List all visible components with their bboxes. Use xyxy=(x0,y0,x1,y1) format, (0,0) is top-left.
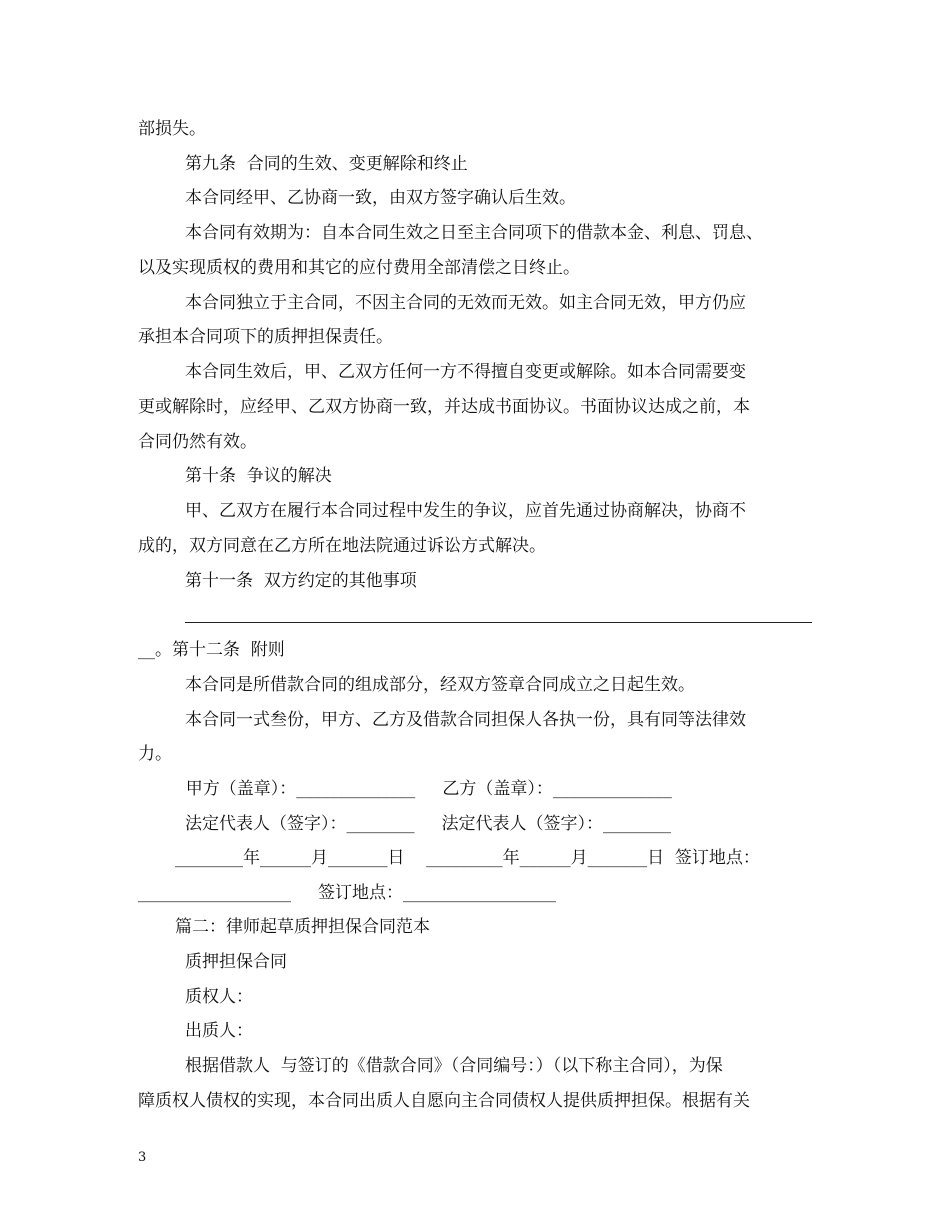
text-line: 障质权人债权的实现，本合同出质人自愿向主合同债权人提供质押担保。根据有关 xyxy=(138,1091,750,1111)
text-line: 本合同是所借款合同的组成部分，经双方签章合同成立之日起生效。 xyxy=(185,675,695,695)
section-title: 篇二：律师起草质押担保合同范本 xyxy=(175,917,430,937)
text-line: 根据借款人 与签订的《借款合同》（合同编号：）（以下称主合同），为保 xyxy=(185,1056,723,1076)
text-line: 更或解除时，应经甲、乙双方协商一致，并达成书面协议。书面协议达成之前，本 xyxy=(138,397,750,417)
section-heading: __。第十二条 附则 xyxy=(138,640,285,660)
text-line: 以及实现质权的费用和其它的应付费用全部清偿之日终止。 xyxy=(138,258,580,278)
text-line: 本合同经甲、乙协商一致，由双方签字确认后生效。 xyxy=(185,188,576,208)
blank-fill-line xyxy=(185,622,812,623)
text-line: 本合同有效期为：自本合同生效之日至主合同项下的借款本金、利息、罚息、 xyxy=(185,223,763,243)
signature-line-date: ________年______月_______日 _________年______月_______日 签订地点： xyxy=(175,848,760,868)
text-line: 本合同生效后，甲、乙双方任何一方不得擅自变更或解除。如本合同需要变 xyxy=(185,362,746,382)
page-number: 3 xyxy=(138,1150,147,1165)
signature-line-seal: 甲方（盖章）：______________ 乙方（盖章）：______________ xyxy=(175,779,672,799)
text-line: 部损失。 xyxy=(138,119,206,139)
text-line: 本合同一式叁份，甲方、乙方及借款合同担保人各执一份，具有同等法律效 xyxy=(185,710,746,730)
party-label: 出质人： xyxy=(185,1021,253,1041)
signature-line-place: __________________ 签订地点：__________________ xyxy=(138,883,557,903)
section-heading: 第十条 争议的解决 xyxy=(185,466,332,486)
text-line: 承担本合同项下的质押担保责任。 xyxy=(138,327,393,347)
text-line: 甲、乙双方在履行本合同过程中发生的争议，应首先通过协商解决，协商不 xyxy=(185,501,746,521)
party-label: 质权人： xyxy=(185,987,253,1007)
section-heading: 第十一条 双方约定的其他事项 xyxy=(185,571,417,591)
text-line: 力。 xyxy=(138,744,172,764)
section-heading: 第九条 合同的生效、变更解除和终止 xyxy=(185,154,468,174)
document-title: 质押担保合同 xyxy=(185,952,287,972)
signature-line-representative: 法定代表人（签字）：________ 法定代表人（签字）：________ xyxy=(185,814,672,834)
text-line: 本合同独立于主合同，不因主合同的无效而无效。如主合同无效，甲方仍应 xyxy=(185,293,746,313)
text-line: 成的，双方同意在乙方所在地法院通过诉讼方式解决。 xyxy=(138,536,546,556)
text-line: 合同仍然有效。 xyxy=(138,432,257,452)
